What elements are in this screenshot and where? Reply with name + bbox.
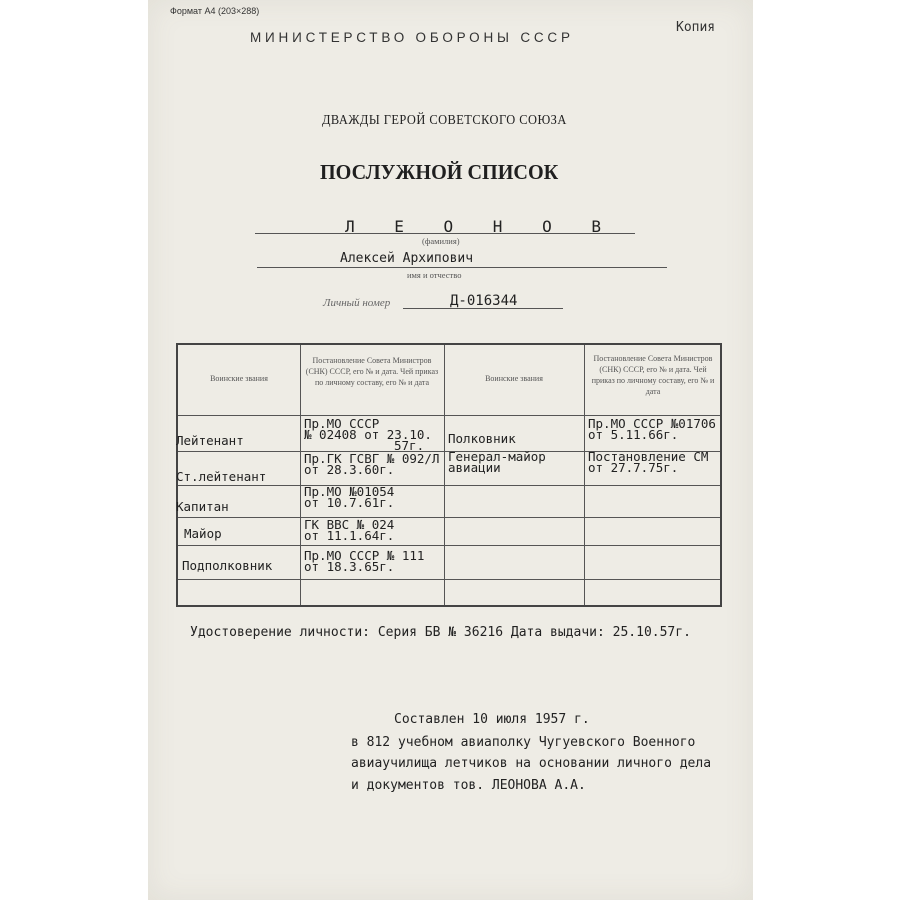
rank-cell: Генерал-майор авиации xyxy=(448,449,546,475)
order-cell: Пр.МО №01054 от 10.7.61г. xyxy=(304,484,395,510)
compiled-basis: авиаучилища летчиков на основании личного дела xyxy=(351,756,712,771)
rank-cell: Полковник xyxy=(448,431,516,446)
name-label: имя и отчество xyxy=(407,270,462,280)
column-header: Воинские звания xyxy=(485,374,543,383)
order-cell: Пр.МО СССР № 02408 от 23.10. 57г. xyxy=(304,416,432,453)
table-divider xyxy=(300,345,301,605)
surname: Л Е О Н О В xyxy=(345,217,616,236)
table-divider xyxy=(584,345,585,605)
rank-cell: Лейтенант xyxy=(176,433,244,448)
compiled-documents: и документов тов. ЛЕОНОВА А.А. xyxy=(351,778,586,793)
compiled-date: Составлен 10 июля 1957 г. xyxy=(394,712,590,727)
rank-cell: Майор xyxy=(184,526,222,541)
service-ranks-table xyxy=(176,343,722,607)
order-cell: Пр.МО СССР № 111 от 18.3.65г. xyxy=(304,548,425,574)
copy-mark: Копия xyxy=(676,20,716,35)
hero-title: ДВАЖДЫ ГЕРОЙ СОВЕТСКОГО СОЮЗА xyxy=(322,112,567,127)
table-row-divider xyxy=(178,517,720,518)
order-cell: Пр.ГК ГСВГ № 092/Л от 28.3.60г. xyxy=(304,451,440,477)
rank-cell: Ст.лейтенант xyxy=(176,469,267,484)
personal-number-underline xyxy=(403,308,563,309)
column-header: Постановление Совета Министров (СНК) СССР, его № и дата. Чей приказ по личному составу, его № и дата xyxy=(591,354,715,396)
compiled-place: в 812 учебном авиаполку Чугуевского Военного xyxy=(351,735,696,750)
table-row-divider xyxy=(178,579,720,580)
order-cell: Постановление СМ от 27.7.75г. xyxy=(588,449,709,475)
column-header: Постановление Совета Министров (СНК) СССР, его № и дата. Чей приказ по личному составу, его № и дата xyxy=(305,356,439,387)
ministry-heading: МИНИСТЕРСТВО ОБОРОНЫ СССР xyxy=(250,30,574,45)
rank-cell: Подполковник xyxy=(182,558,273,573)
table-divider xyxy=(444,345,445,605)
first-name-patronymic: Алексей Архипович xyxy=(340,251,474,266)
document-title: ПОСЛУЖНОЙ СПИСОК xyxy=(320,160,559,184)
table-row-divider xyxy=(178,485,720,486)
personal-number-label: Личный номер xyxy=(323,297,391,309)
name-underline xyxy=(257,267,667,268)
rank-cell: Капитан xyxy=(176,499,229,514)
id-document-line: Удостоверение личности: Серия БВ № 36216 Дата выдачи: 25.10.57г. xyxy=(190,625,691,640)
personal-number: Д-016344 xyxy=(450,293,518,309)
surname-underline xyxy=(255,233,635,234)
surname-label: (фамилия) xyxy=(422,236,460,246)
table-row-divider xyxy=(178,545,720,546)
format-note: Формат А4 (203×288) xyxy=(170,6,260,16)
order-cell: ГК ВВС № 024 от 11.1.64г. xyxy=(304,517,395,543)
column-header: Воинские звания xyxy=(210,374,268,383)
order-cell: Пр.МО СССР №01706 от 5.11.66г. xyxy=(588,416,716,442)
